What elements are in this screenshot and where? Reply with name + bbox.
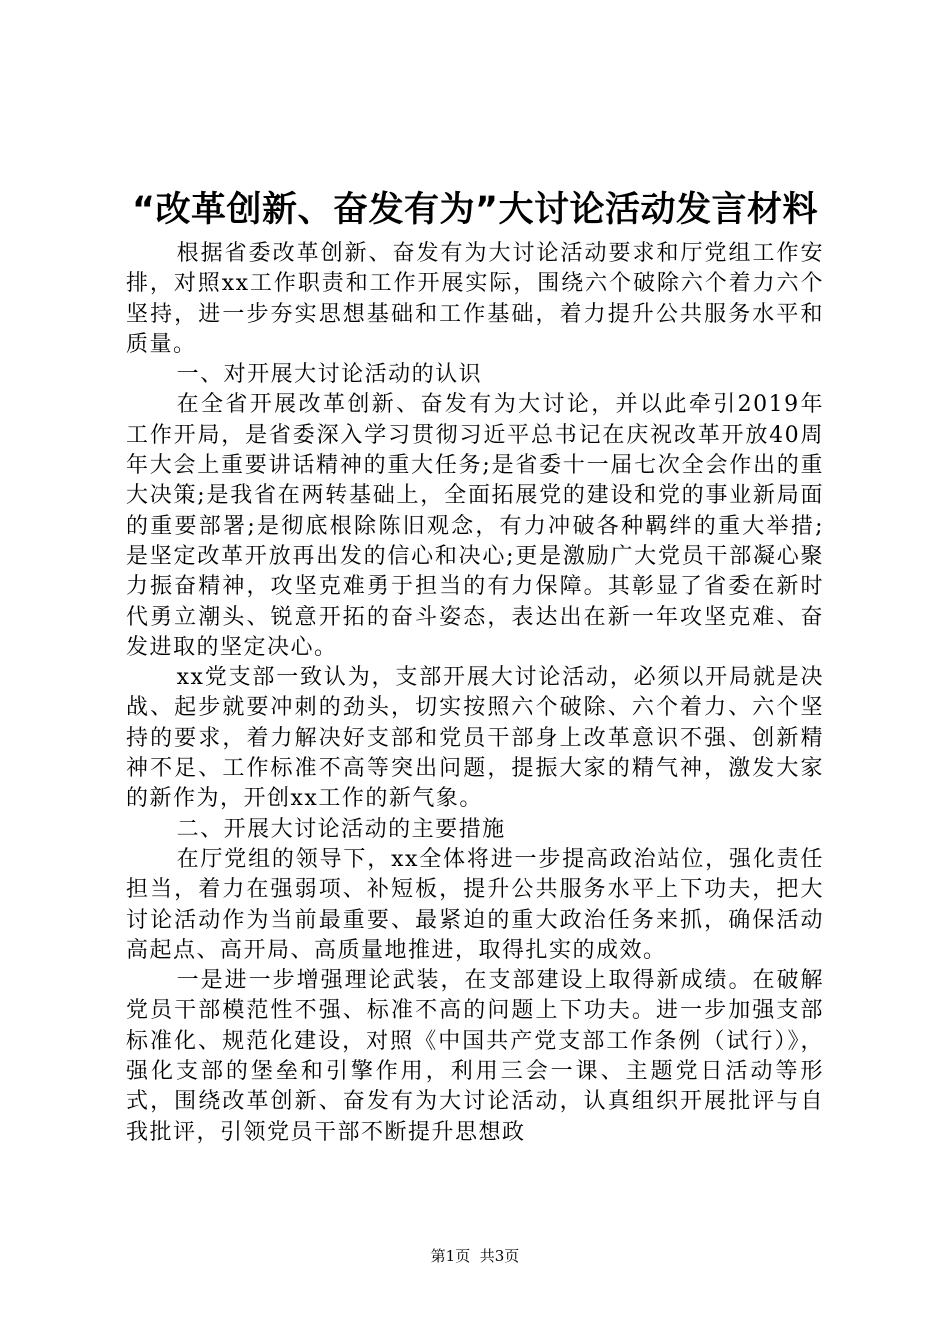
section-heading-2: 二、开展大讨论活动的主要措施	[176, 816, 506, 842]
page-number: 第1页	[430, 1247, 471, 1265]
document-body	[126, 239, 824, 1148]
section-heading-1: 一、对开展大讨论活动的认识	[176, 362, 483, 388]
page-footer	[0, 1246, 950, 1266]
document-title: “改革创新、奋发有为”大讨论活动发言材料	[131, 190, 818, 230]
paragraph-recognition: 在全省开展改革创新、奋发有为大讨论，并以此牵引2019年工作开局，是省委深入学习贯彻习近平总书记在庆祝改革开放40周年大会上重要讲话精神的重大任务;是省委十一届七次全会作出的重大决策;是我省在两转基础上，全面拓展党的建设和党的事业新局面的重要部署;是彻底根除陈旧观念，有力冲破各种羁绊的重大举措;是坚定改革开放再出发的信心和决心;更是激励广大党员干部凝心聚力振奋精神，攻坚克难勇于担当的有力保障。其彰显了省委在新时代勇立潮头、锐意开拓的奋斗姿态，表达出在新一年攻坚克难、奋发进取的坚定决心。	[126, 392, 824, 660]
paragraph-measure-one: 一是进一步增强理论武装，在支部建设上取得新成绩。在破解党员干部模范性不强、标准不高的问题上下功夫。进一步加强支部标准化、规范化建设，对照《中国共产党支部工作条例（试行）》，强化支部的堡垒和引擎作用，利用三会一课、主题党日活动等形式，围绕改革创新、奋发有为大讨论活动，认真组织开展批评与自我批评，引领党员干部不断提升思想政	[126, 968, 824, 1145]
paragraph-intro: 根据省委改革创新、奋发有为大讨论活动要求和厅党组工作安排，对照xx工作职责和工作开展实际，围绕六个破除六个着力六个坚持，进一步夯实思想基础和工作基础，着力提升公共服务水平和质量。	[126, 241, 824, 357]
paragraph-branch-consensus: xx党支部一致认为，支部开展大讨论活动，必须以开局就是决战、起步就要冲刺的劲头，切实按照六个破除、六个着力、六个坚持的要求，着力解决好支部和党员干部身上改革意识不强、创新精神不足、工作标准不高等突出问题，提振大家的精气神，激发大家的新作为，开创xx工作的新气象。	[126, 665, 824, 812]
page-total: 共3页	[479, 1247, 520, 1265]
paragraph-measures-intro: 在厅党组的领导下，xx全体将进一步提高政治站位，强化责任担当，着力在强弱项、补短板，提升公共服务水平上下功夫，把大讨论活动作为当前最重要、最紧迫的重大政治任务来抓，确保活动高起点、高开局、高质量地推进，取得扎实的成效。	[126, 846, 824, 963]
